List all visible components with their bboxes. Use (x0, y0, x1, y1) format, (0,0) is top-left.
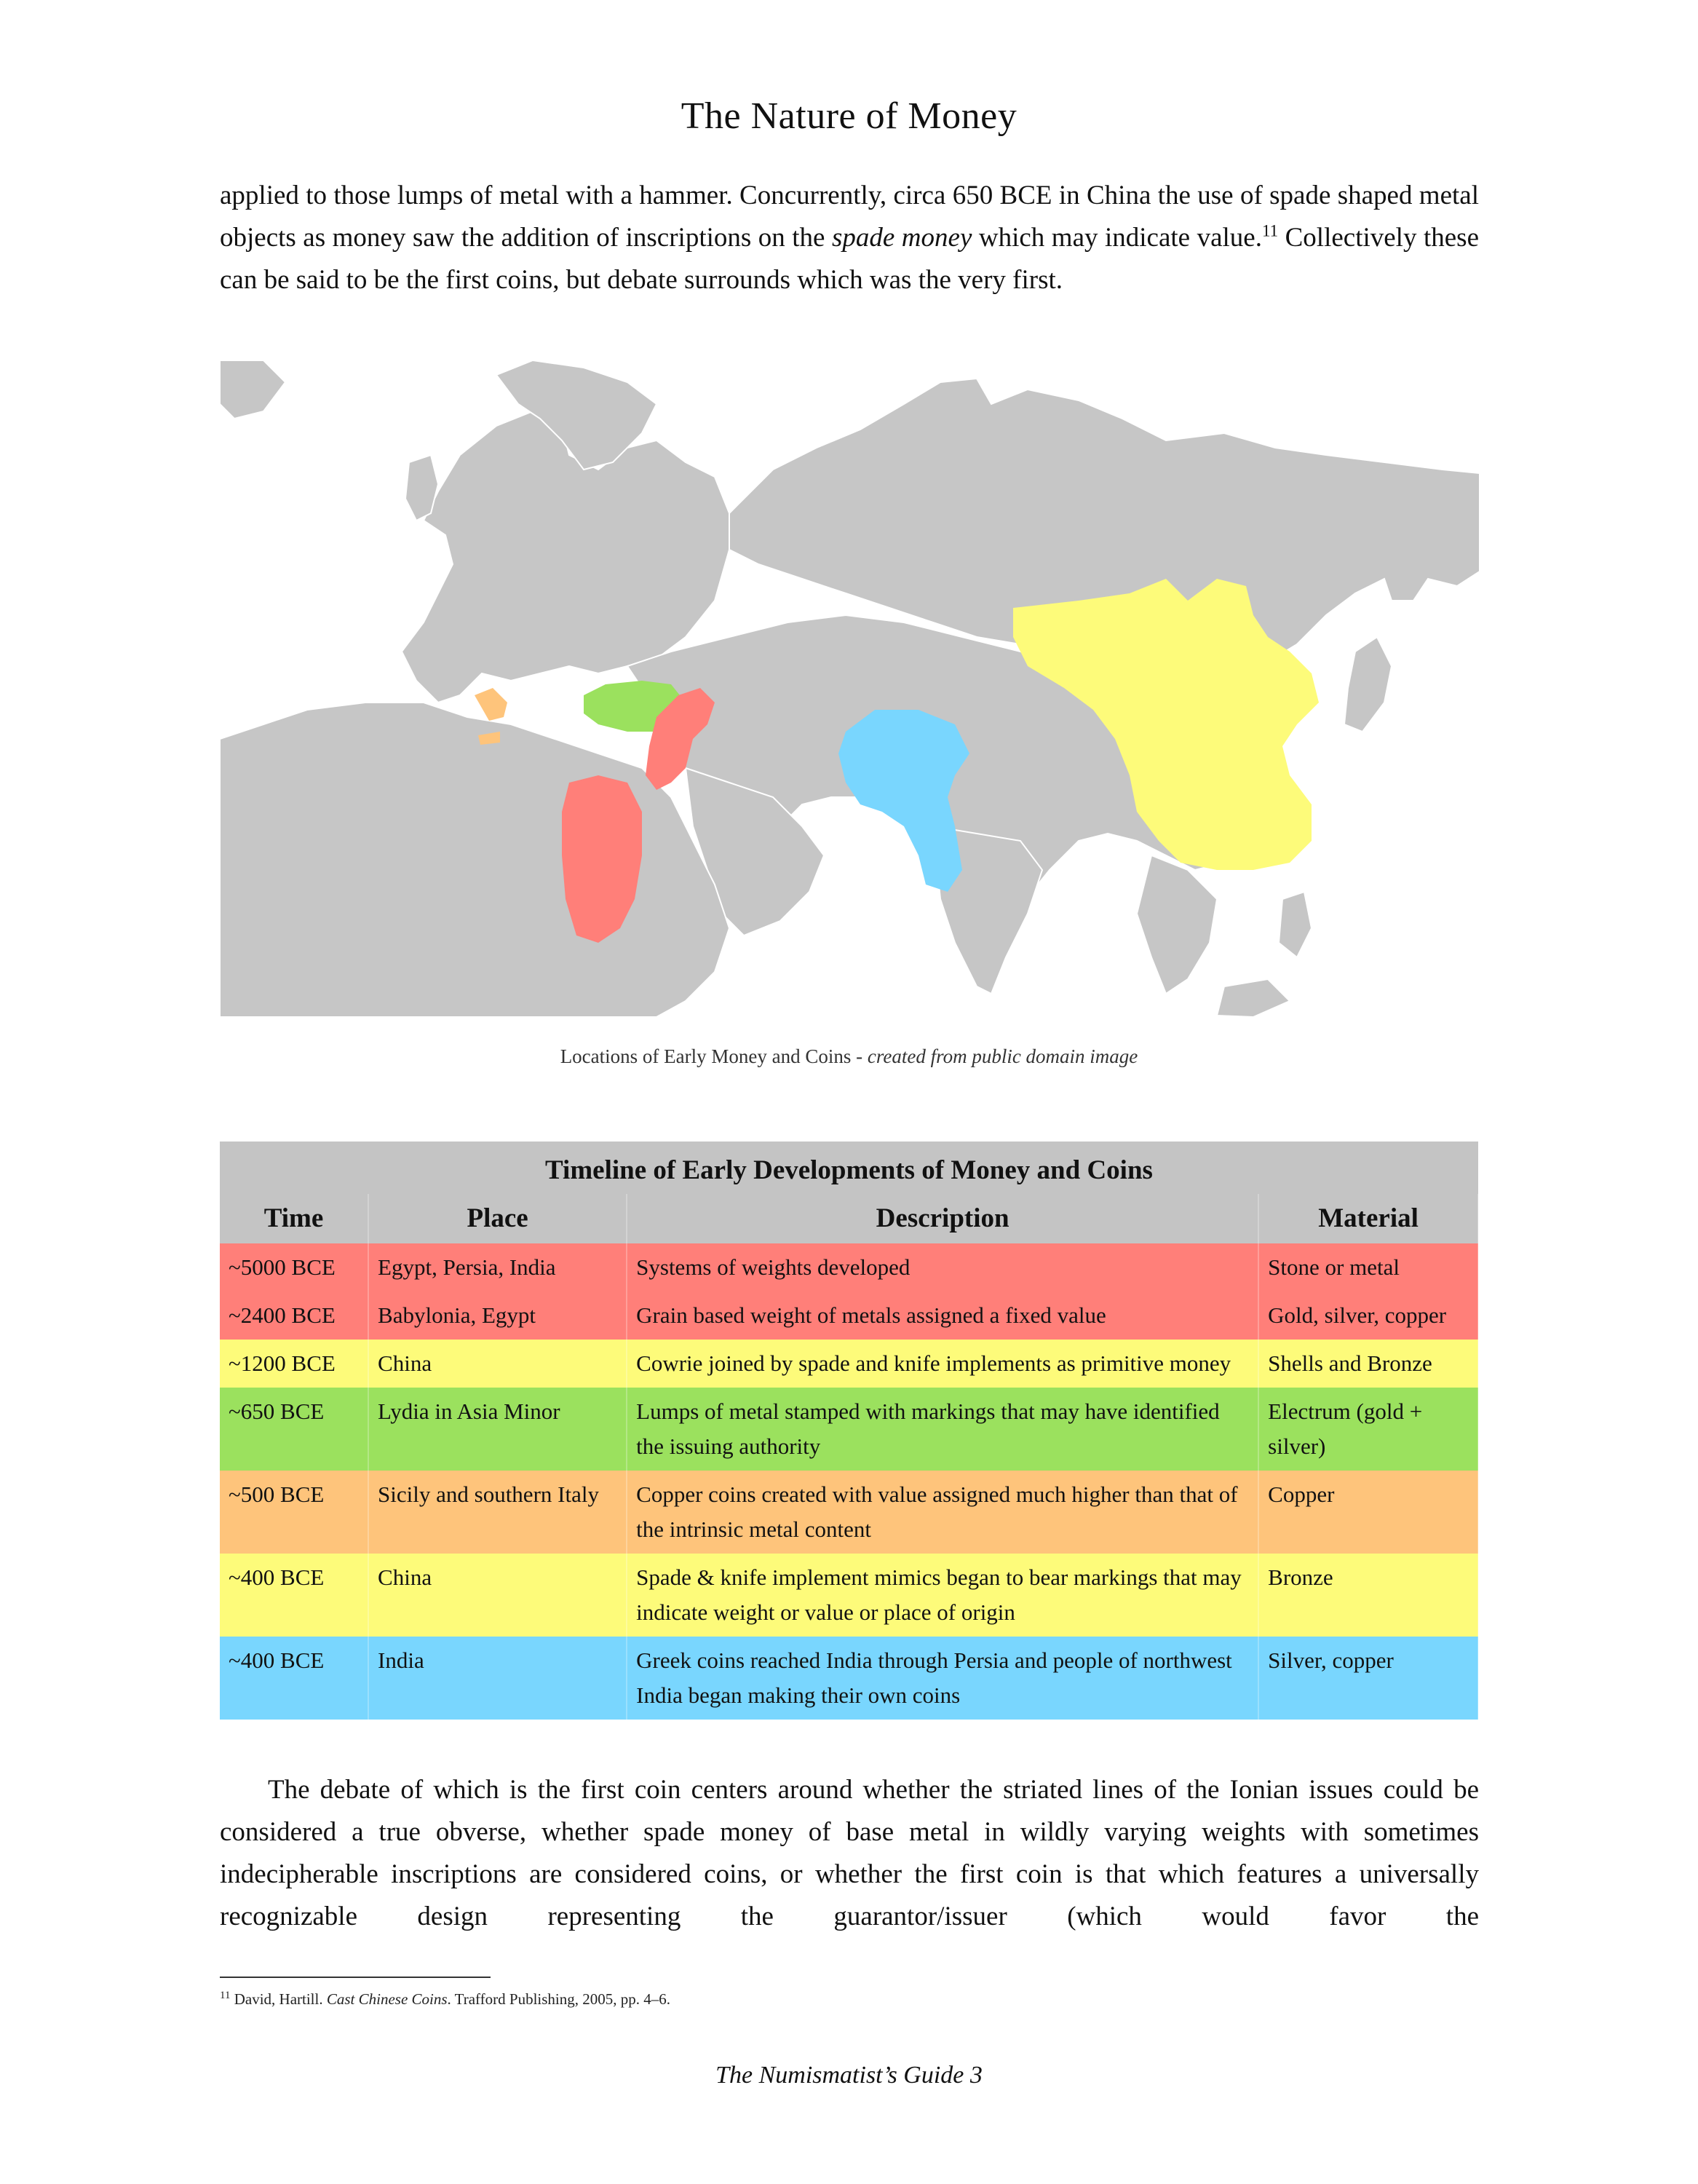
timeline-table (220, 1142, 1479, 1720)
cell-time: ~650 BCE (220, 1388, 368, 1471)
cell-material: Shells and Bronze (1258, 1340, 1478, 1388)
table-row (220, 1291, 1478, 1340)
cell-place: Sicily and southern Italy (368, 1471, 627, 1554)
timeline-body (220, 1243, 1478, 1720)
table-row (220, 1340, 1478, 1388)
footnote-divider (220, 1977, 491, 1978)
cell-time: ~500 BCE (220, 1471, 368, 1554)
cell-time: ~400 BCE (220, 1554, 368, 1637)
footnote-text: David, Hartill. (230, 1990, 327, 2008)
table-row (220, 1388, 1478, 1471)
table-title: Timeline of Early Developments of Money and Coins (220, 1142, 1478, 1194)
cell-description: Lumps of metal stamped with markings that may have identified the issuing authority (627, 1388, 1258, 1471)
paragraph-text: applied to those lumps of metal with a hammer. Concurrently, circa 650 BCE in China the use of spade shaped metal objects as money saw the addition of inscriptions on the (220, 181, 1479, 253)
footnote-number: 11 (220, 1990, 231, 2001)
cell-description: Greek coins reached India through Persia and people of northwest India began making their own coins (627, 1637, 1258, 1720)
cell-description: Cowrie joined by spade and knife implements as primitive money (627, 1340, 1258, 1388)
table-row (220, 1471, 1478, 1554)
cell-material: Stone or metal (1258, 1243, 1478, 1291)
cell-material: Gold, silver, copper (1258, 1291, 1478, 1340)
cell-material: Electrum (gold + silver) (1258, 1388, 1478, 1471)
column-header-time: Time (220, 1194, 368, 1243)
footnote-book-title: Cast Chinese Coins (326, 1990, 448, 2008)
cell-place: China (368, 1340, 627, 1388)
cell-time: ~5000 BCE (220, 1243, 368, 1291)
footnote-text: . Trafford Publishing, 2005, pp. 4–6. (447, 1990, 671, 2008)
cell-time: ~400 BCE (220, 1637, 368, 1720)
paragraph-text: which may indicate value. (972, 223, 1262, 253)
column-header-description: Description (627, 1194, 1258, 1243)
page-footer: The Numismatist’s Guide 3 (715, 2062, 983, 2089)
footnote (220, 1990, 1384, 2009)
map-svg (220, 360, 1480, 1017)
cell-description: Systems of weights developed (627, 1243, 1258, 1291)
cell-place: Babylonia, Egypt (368, 1291, 627, 1340)
paragraph-text: Collectively these can be said to be the first coins, but debate surrounds which was the very first. (220, 223, 1479, 295)
cell-material: Silver, copper (1258, 1637, 1478, 1720)
figure-caption (0, 1045, 1698, 1068)
cell-place: Lydia in Asia Minor (368, 1388, 627, 1471)
cell-place: Egypt, Persia, India (368, 1243, 627, 1291)
paragraph-italic-term: spade money (831, 223, 972, 253)
cell-description: Copper coins created with value assigned much higher than that of the intrinsic metal content (627, 1471, 1258, 1554)
page-title: The Nature of Money (681, 95, 1017, 137)
early-money-map (220, 360, 1480, 1017)
cell-place: India (368, 1637, 627, 1720)
cell-time: ~1200 BCE (220, 1340, 368, 1388)
cell-place: China (368, 1554, 627, 1637)
footnote-reference[interactable]: 11 (1261, 221, 1279, 240)
column-header-material: Material (1258, 1194, 1478, 1243)
table-row (220, 1554, 1478, 1637)
caption-credit: created from public domain image (867, 1045, 1138, 1067)
table-row (220, 1243, 1478, 1291)
cell-time: ~2400 BCE (220, 1291, 368, 1340)
cell-description: Grain based weight of metals assigned a fixed value (627, 1291, 1258, 1340)
column-header-place: Place (368, 1194, 627, 1243)
caption-text: Locations of Early Money and Coins - (560, 1045, 868, 1067)
cell-description: Spade & knife implement mimics began to bear markings that may indicate weight or value or place of origin (627, 1554, 1258, 1637)
cell-material: Bronze (1258, 1554, 1478, 1637)
body-paragraph: The debate of which is the first coin centers around whether the striated lines of the Ionian issues could be considered a true obverse, whether spade money of base metal in wildly varying weights with sometimes indecipherable inscriptions are considered coins, or whether the first coin is that which features a universally recognizable design representing the guarantor/issuer (which would favor the (220, 1775, 1479, 1931)
table-row (220, 1637, 1478, 1720)
body-paragraph (220, 175, 1479, 301)
cell-material: Copper (1258, 1471, 1478, 1554)
